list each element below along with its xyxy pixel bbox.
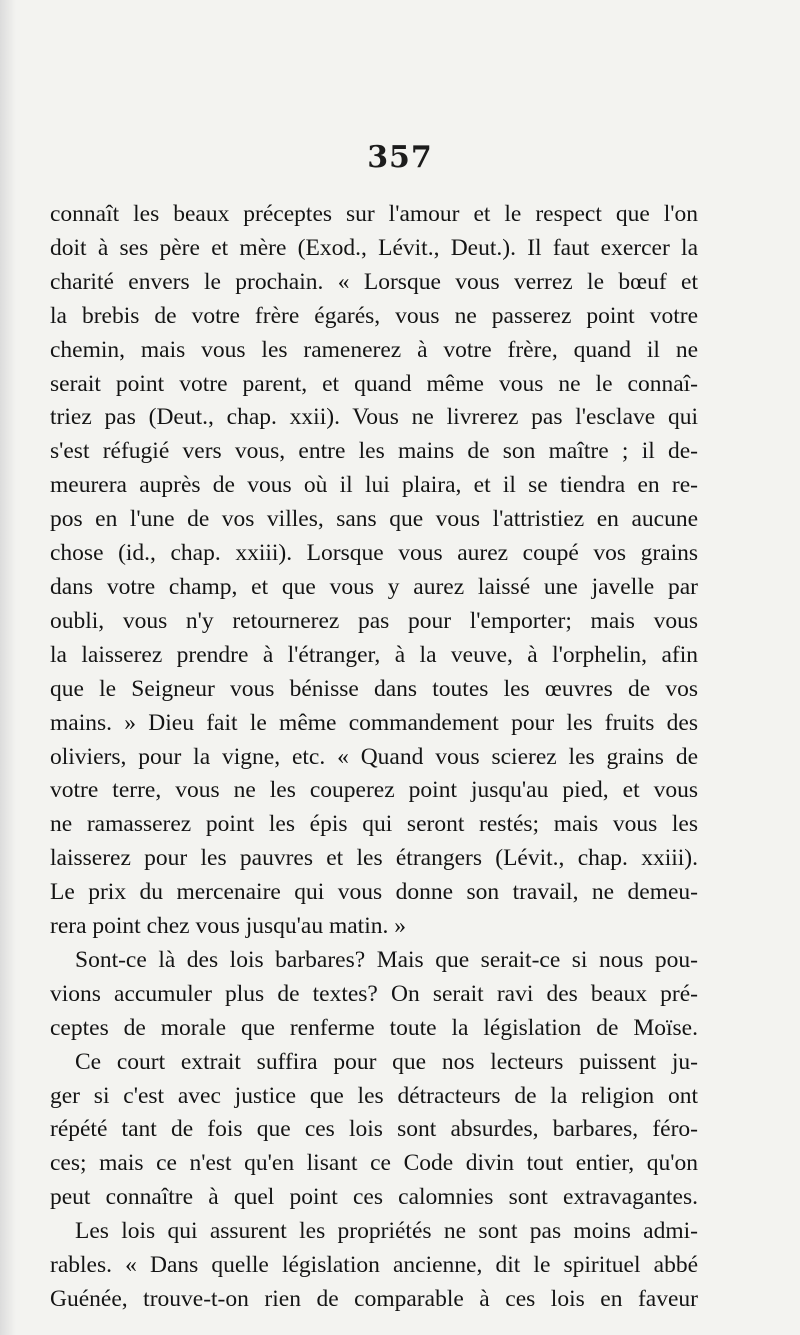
paragraph-1 (50, 198, 698, 944)
text-line: la laisserez prendre à l'étranger, à la veuve, à l'orphelin, afin (50, 641, 698, 668)
paragraph-4 (50, 1215, 698, 1317)
text-line: Les lois qui assurent les propriétés ne sont pas moins admi- (75, 1218, 698, 1245)
text-line: ger si c'est avec justice que les détracteurs de la religion ont (50, 1082, 698, 1109)
text-line: dans votre champ, et que vous y aurez laissé une javelle par (50, 573, 698, 600)
page-gutter-shadow (0, 0, 16, 1335)
text-line: ceptes de morale que renferme toute la législation de Moïse. (50, 1014, 698, 1041)
text-line: chose (id., chap. xxiii). Lorsque vous aurez coupé vos grains (50, 540, 698, 567)
text-line: laisserez pour les pauvres et les étrangers (Lévit., chap. xxiii). (50, 845, 698, 872)
text-line: mains. » Dieu fait le même commandement pour les fruits des (50, 709, 698, 736)
text-line: serait point votre parent, et quand même vous ne le connaî- (50, 370, 698, 397)
paragraph-3 (50, 1046, 698, 1216)
text-line: ces; mais ce n'est qu'en lisant ce Code divin tout entier, qu'on (50, 1150, 698, 1177)
text-line: votre terre, vous ne les couperez point jusqu'au pied, et vous (50, 777, 698, 804)
text-line: triez pas (Deut., chap. xxii). Vous ne livrerez pas l'esclave qui (50, 404, 698, 431)
text-line: s'est réfugié vers vous, entre les mains de son maître ; il de- (50, 438, 698, 465)
text-line: chemin, mais vous les ramenerez à votre frère, quand il ne (50, 336, 698, 363)
text-line: rables. « Dans quelle législation ancienne, dit le spirituel abbé (50, 1252, 698, 1279)
text-line: charité envers le prochain. « Lorsque vous verrez le bœuf et (50, 268, 698, 295)
page-number: 357 (367, 140, 433, 175)
text-line: ne ramasserez point les épis qui seront restés; mais vous les (50, 811, 698, 838)
text-line: Guénée, trouve-t-on rien de comparable à ces lois en faveur (50, 1286, 698, 1312)
paragraph-2 (50, 944, 698, 1046)
text-line: doit à ses père et mère (Exod., Lévit., Deut.). Il faut exercer la (50, 234, 698, 261)
text-line: peut connaître à quel point ces calomnies sont extravagantes. (50, 1184, 698, 1211)
text-line: Le prix du mercenaire qui vous donne son travail, ne demeu- (50, 879, 698, 906)
text-line: répété tant de fois que ces lois sont absurdes, barbares, féro- (50, 1116, 698, 1143)
text-line: pos en l'une de vos villes, sans que vous l'attristiez en aucune (50, 506, 698, 533)
text-line: oliviers, pour la vigne, etc. « Quand vous scierez les grains de (50, 743, 698, 770)
text-line: que le Seigneur vous bénisse dans toutes les œuvres de vos (50, 675, 698, 702)
text-line: vions accumuler plus de textes? On serait ravi des beaux pré- (50, 980, 698, 1007)
text-line: la brebis de votre frère égarés, vous ne passerez point votre (50, 302, 698, 329)
text-line: rera point chez vous jusqu'au matin. » (50, 913, 406, 940)
text-line: oubli, vous n'y retournerez pas pour l'emporter; mais vous (50, 607, 698, 634)
text-line: meurera auprès de vous où il lui plaira, et il se tiendra en re- (50, 472, 698, 499)
text-line: Sont-ce là des lois barbares? Mais que serait-ce si nous pou- (75, 946, 698, 973)
text-line: connaît les beaux préceptes sur l'amour et le respect que l'on (50, 201, 698, 227)
text-line: Ce court extrait suffira pour que nos lecteurs puissent ju- (75, 1048, 698, 1075)
body-text (50, 198, 698, 1317)
